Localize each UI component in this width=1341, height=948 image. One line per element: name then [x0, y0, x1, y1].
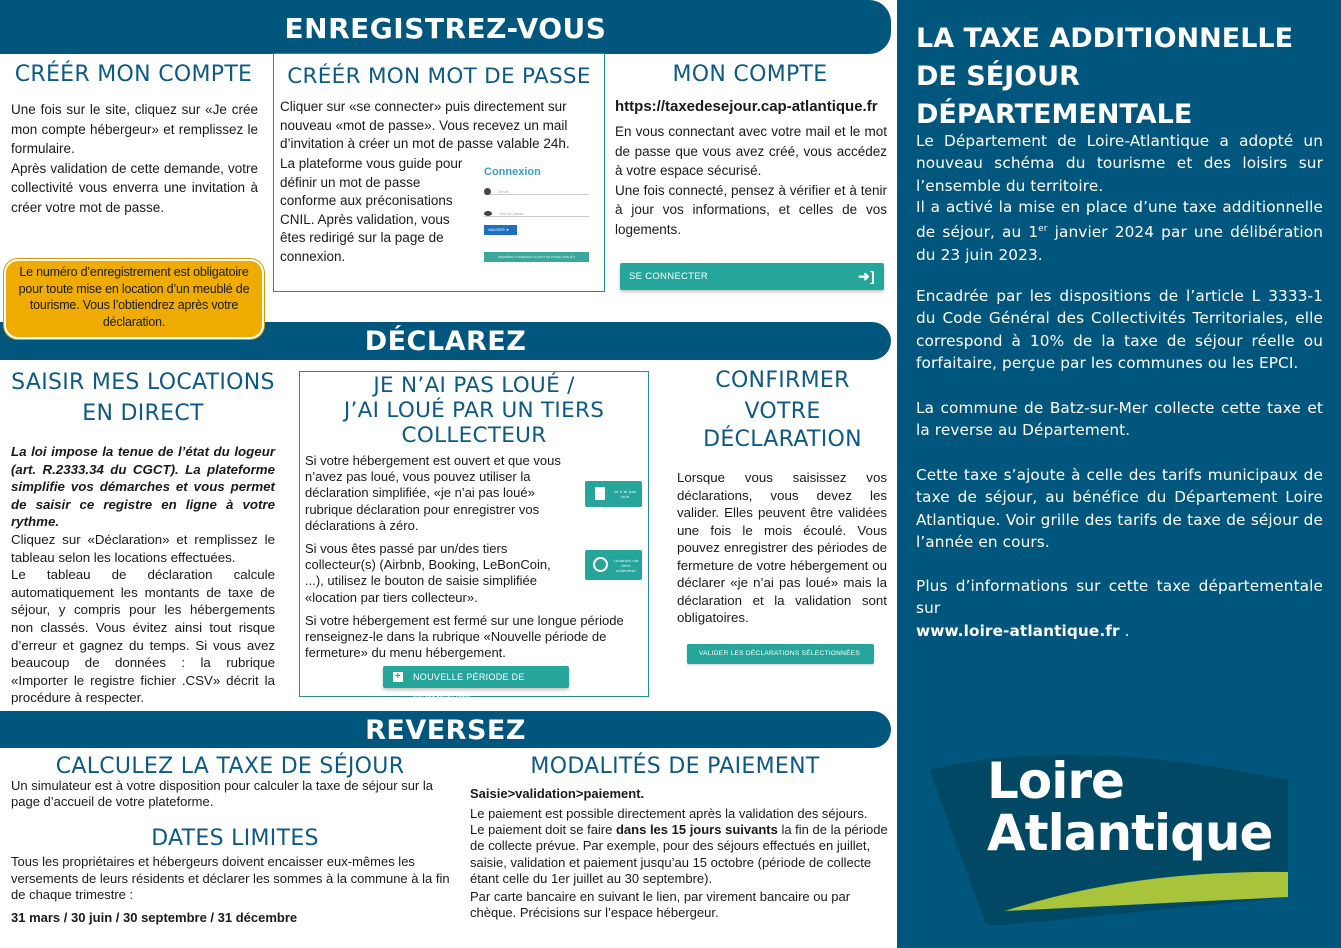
- mon-compte-p2: Une fois connecté, pensez à vérifier et à tenir à jour vos informations, et celles de vos logements.: [615, 182, 887, 237]
- logo-line1: Loire: [987, 752, 1124, 810]
- pas-loue-title-line1: JE N’AI PAS LOUÉ /: [373, 373, 575, 398]
- modalites-title: MODALITÉS DE PAIEMENT: [530, 754, 820, 779]
- pas-loue-p3: Si votre hébergement est fermé sur une longue période renseignez-le dans la rubrique «Nouvelle période de fermeture» du menu hébergement.: [305, 613, 624, 661]
- section-banner-reversez: REVERSEZ: [0, 711, 891, 748]
- right-panel-p4: La commune de Batz-sur-Mer collecte cette taxe et la reverse au Département.: [916, 399, 1323, 440]
- je-nai-pas-loue-label: Je n’ai pas loué: [613, 489, 637, 499]
- confirmer-title-line1: CONFIRMER: [715, 368, 850, 393]
- nouvelle-periode-fermeture-button[interactable]: [383, 666, 569, 704]
- right-panel-title: LA TAXE ADDITIONNELLE DE SÉJOUR DÉPARTEMENTALE: [916, 23, 1294, 130]
- modalites-p3: Par carte bancaire en suivant le lien, par virement bancaire ou par chèque. Précisions sur l’espace hébergeur.: [470, 889, 851, 921]
- creer-compte-text: [11, 100, 258, 218]
- user-icon: [484, 188, 491, 195]
- section-banner-enregistrez: ENREGISTREZ-VOUS: [0, 0, 891, 54]
- mockup-submit-button: VALIDER ➤: [484, 225, 517, 235]
- se-connecter-label: SE CONNECTER: [629, 271, 709, 282]
- dates-p1: Tous les propriétaires et hébergeurs doivent encaisser eux-mêmes les versements de leurs résidents et déclarer les sommes à la commune à la fin de chaque trimestre :: [11, 854, 450, 902]
- tiers-collecteur-label: Location via tiers collecteur: [613, 558, 639, 573]
- section-banner-declarez: DÉCLAREZ: [0, 322, 891, 360]
- pas-loue-p1: Si votre hébergement est ouvert et que vous n’avez pas loué, vous pouvez utiliser la déclaration simplifiée, «je n’ai pas loué» rubrique déclaration pour enregistrer vos déclarations à zéro.: [305, 453, 561, 533]
- connexion-mockup: [481, 164, 593, 272]
- eye-icon: [484, 211, 492, 216]
- link-suffix: .: [1119, 621, 1130, 640]
- pas-loue-box: [299, 371, 649, 704]
- creer-compte-title: CRÉÉR MON COMPTE: [14, 62, 253, 87]
- registration-notice: Le numéro d’enregistrement est obligatoire pour toute mise en location d’un meublé de tourisme. Vous l’obtiendrez après votre déclaration.: [4, 259, 264, 339]
- pas-loue-title-line3: COLLECTEUR: [401, 423, 547, 448]
- right-panel-p2: [916, 196, 1323, 266]
- saisir-p1: Cliquez sur «Déclaration» et remplissez le tableau selon les locations effectuées.: [11, 531, 275, 565]
- saisir-title-line1: SAISIR MES LOCATIONS: [11, 370, 275, 395]
- arrow-down-icon: ↓: [707, 669, 712, 679]
- right-panel-p2-b: janvier 2024 par une délibération du 23 juin 2023.: [916, 223, 1323, 264]
- confirmer-p1: Lorsque vous saisissez vos déclarations, vous devez les valider. Elles peuvent être validées une fois le mois écoulé. Vous pouvez enregistrer des périodes de fermeture de votre hébergement ou déclarer «je n’ai pas loué» mais la déclaration et la validation sont obligatoires.: [677, 470, 887, 625]
- se-connecter-button[interactable]: [620, 263, 884, 290]
- saisir-title: [4, 367, 282, 429]
- saisir-text: [11, 443, 275, 707]
- calculez-p1: Un simulateur est à votre disposition pour calculer la taxe de séjour sur la page d’accueil de votre plateforme.: [11, 778, 433, 809]
- mockup-email-placeholder: Email: [498, 189, 509, 195]
- confirmer-title: [665, 367, 900, 454]
- loire-atlantique-logo: [930, 745, 1290, 925]
- document-icon: [595, 487, 605, 500]
- right-panel-p2-sup: er: [1038, 224, 1048, 235]
- sign-in-icon: ➜]: [858, 268, 875, 284]
- logo-line2: Atlantique: [987, 804, 1273, 862]
- right-panel-p1: Le Département de Loire-Atlantique a adopté un nouveau schéma du tourisme et des loisirs sur l’ensemble du territoire.: [916, 132, 1323, 195]
- modalites-steps: Saisie>validation>paiement.: [470, 786, 645, 801]
- right-panel-p5: Cette taxe s’ajoute à celle des tarifs municipaux de taxe de séjour, au bénéfice du Département Loire Atlantique. Voir grille des tarifs de taxe de séjour de l’année en cours.: [916, 466, 1323, 551]
- mockup-forgot-button: PREMIÈRE CONNEXION OU MOT DE PASSE OUBLIÉ ?: [484, 252, 589, 262]
- modalites-p2: [470, 822, 895, 887]
- mon-compte-title: MON COMPTE: [672, 62, 828, 87]
- mockup-password-field: [484, 205, 589, 217]
- right-panel-p6: [916, 575, 1323, 642]
- nouvelle-periode-fermeture-label: NOUVELLE PÉRIODE DE FERMETURE: [413, 672, 525, 704]
- saisir-p-italic: La loi impose la tenue de l’état du logeur (art. R.2333.34 du CGCT). La plateforme simplifie vos démarches et vous permet de saisir ce registre en ligne à votre rythme.: [11, 444, 275, 530]
- mockup-email-field: [484, 183, 589, 195]
- mockup-password-placeholder: Mot de passe: [499, 211, 524, 217]
- mon-compte-url[interactable]: https://taxedesejour.cap-atlantique.fr: [615, 98, 878, 115]
- plus-icon: +: [394, 671, 402, 682]
- modalites-p2-b: la fin de la période de collecte prévue. Par exemple, pour des séjours effectués en juillet, saisie, validation et paiement jusqu’au 15 octobre (période de collecte étant celle du 1er juillet au 30 septembre).: [470, 822, 888, 886]
- pas-loue-p2: Si vous êtes passé par un/des tiers collecteur(s) (Airbnb, Booking, LeBonCoin, ...), utilisez le bouton de saisie simplifiée «location par tiers collecteur».: [305, 541, 551, 605]
- confirmer-title-line3: DÉCLARATION: [703, 427, 862, 452]
- dates-deadlines: 31 mars / 30 juin / 30 septembre / 31 décembre: [11, 910, 298, 925]
- modalites-p2-bold: dans les 15 jours suivants: [615, 822, 778, 838]
- pas-loue-title-line2: J’AI LOUÉ PAR UN TIERS: [343, 398, 605, 423]
- saisir-title-line2: EN DIRECT: [82, 401, 204, 426]
- mockup-submit-label: VALIDER: [488, 227, 505, 232]
- valider-declarations-button[interactable]: [687, 644, 874, 679]
- valider-declarations-label: VALIDER LES DÉCLARATIONS SÉLECTIONNÉES: [699, 650, 861, 657]
- je-nai-pas-loue-button[interactable]: [585, 481, 642, 507]
- modalites-p1: Le paiement est possible directement après la validation des séjours.: [470, 806, 868, 821]
- modalites-text: [470, 806, 895, 921]
- modalites-p2-a: Le paiement doit se faire: [470, 822, 616, 838]
- right-panel-p2-a: Il a activé la mise en place d’une taxe additionnelle de séjour, au 1: [916, 198, 1323, 242]
- right-panel-p3: Encadrée par les dispositions de l’article L 3333-1 du Code Général des Collectivités Territoriales, elle correspond à 10% de la taxe de séjour réelle ou forfaitaire, perçue par les communes ou les EPCI.: [916, 287, 1323, 372]
- saisir-p2: Le tableau de déclaration calcule automatiquement les montants de taxe de séjour, y compris pour les hébergements non classés. Vous évitez ainsi tout risque d’erreur et gagnez du temps. Si vous avez beaucoup de données : la rubrique «Importer le registre fichier .CSV» décrit la procédure à respecter.: [11, 567, 275, 706]
- creer-mdp-box: [273, 53, 605, 292]
- creer-mdp-p2: La plateforme vous guide pour définir un mot de passe conforme aux préconisations CNIL. Après validation, vous êtes redirigé sur la page de connexion.: [280, 156, 463, 264]
- mon-compte-text: [615, 122, 887, 240]
- confirmer-title-line2: VOTRE: [744, 399, 821, 424]
- logo-text: [987, 752, 1273, 862]
- creer-compte-p2: Après validation de cette demande, votre collectivité vous enverra une invitation à créer votre mot de passe.: [11, 160, 258, 215]
- right-panel-p6-text: Plus d’informations sur cette taxe départementale sur: [916, 577, 1323, 618]
- dates-title: DATES LIMITES: [151, 826, 319, 851]
- mon-compte-p1: En vous connectant avec votre mail et le mot de passe que vous avez créé, vous accédez à votre espace sécurisé.: [615, 124, 887, 179]
- connexion-mockup-title: Connexion: [484, 166, 541, 178]
- calculez-title: CALCULEZ LA TAXE DE SÉJOUR: [55, 754, 405, 779]
- creer-compte-p1: Une fois sur le site, cliquez sur «Je crée mon compte hébergeur» et remplissez le formulaire.: [11, 102, 258, 157]
- creer-mdp-p1: Cliquer sur «se connecter» puis directement sur nouveau «mot de passe». Vous recevez un mail d’invitation à créer un mot de passe valable 24h.: [280, 99, 570, 151]
- pas-loue-title: [300, 373, 648, 448]
- creer-mdp-title: CRÉÉR MON MOT DE PASSE: [287, 64, 591, 89]
- loire-atlantique-link[interactable]: www.loire-atlantique.fr: [916, 621, 1120, 640]
- tiers-collecteur-button[interactable]: [585, 550, 642, 580]
- swap-icon: [593, 557, 608, 572]
